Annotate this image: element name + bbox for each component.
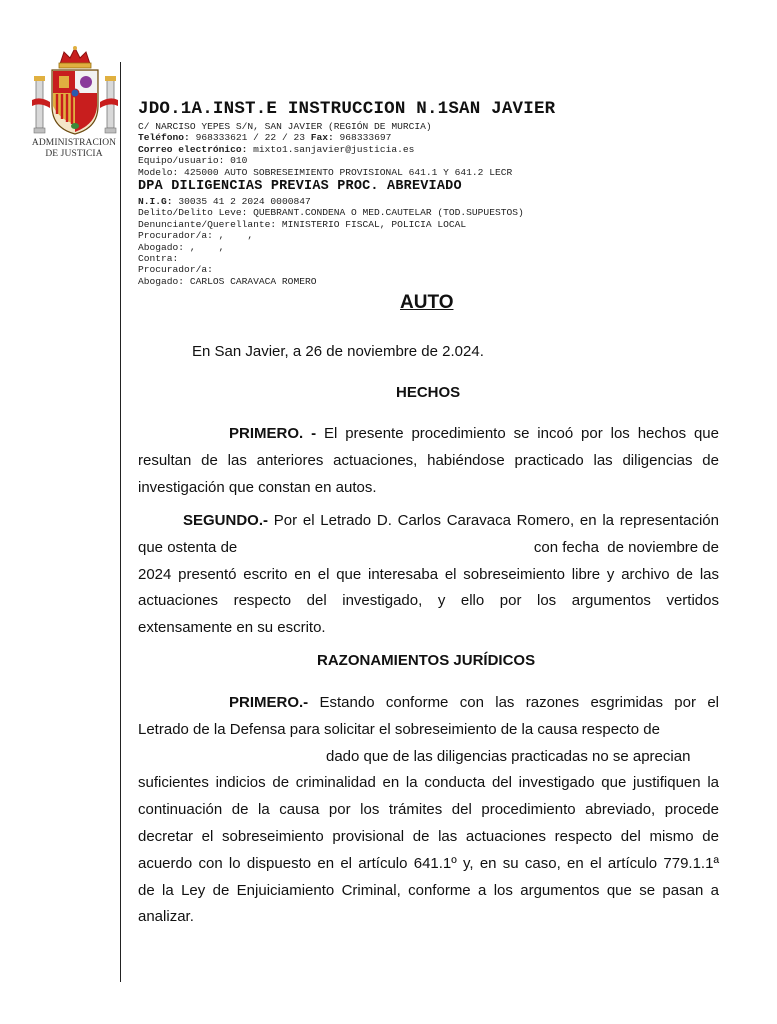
hechos-segundo-line-4: actuaciones respecto del investigado, y ello por los argumentos vertidos [138, 592, 719, 610]
procurador-line: Procurador/a: , , [138, 230, 254, 242]
hechos-segundo-text-1: Por el Letrado D. Carlos Caravaca Romero, en la representación [268, 512, 719, 529]
crest-caption [28, 138, 120, 160]
hechos-segundo-text-2b: con fecha de noviembre de [533, 538, 719, 556]
razonamientos-primero-line-4: suficientes indicios de criminalidad en la conducta del investigado que justifiquen la [138, 774, 719, 792]
court-name: JDO.1A.INST.E INSTRUCCION N.1SAN JAVIER [138, 99, 556, 119]
hechos-heading: HECHOS [396, 384, 461, 401]
margin-rule [120, 62, 121, 982]
razonamientos-primero-line-3: dado que de las diligencias practicadas no se aprecian [326, 747, 691, 765]
razonamientos-primero [138, 690, 719, 931]
contra-line: Contra: [138, 253, 179, 265]
email-label: Correo electrónico: [138, 143, 248, 155]
razonamientos-primero-line-8: de la Ley de Enjuiciamiento Criminal, conforme a los argumentos que se pasan a [138, 881, 719, 899]
hechos-primero-text-1: El presente procedimiento se incoó por los hechos que [316, 425, 719, 442]
nig-number: 30035 41 2 2024 0000847 [178, 196, 311, 208]
model-line: Modelo: 425000 AUTO SOBRESEIMIENTO PROVISIONAL 641.1 Y 641.2 LECR [138, 166, 513, 178]
nig-label: N.I.G: [138, 196, 173, 208]
delito-line: Delito/Delito Leve: QUEBRANT.CONDENA O MED.CAUTELAR (TOD.SUPUESTOS) [138, 207, 524, 219]
email-line [138, 144, 758, 155]
razonamientos-primero-line-9: analizar. [138, 908, 194, 926]
phone-fax-line [138, 132, 758, 143]
hechos-primero-line-3: investigación que constan en autos. [138, 478, 377, 496]
hechos-primero [138, 421, 719, 501]
abogado-contra-line: Abogado: CARLOS CARAVACA ROMERO [138, 275, 317, 287]
crest-caption-line-1: ADMINISTRACION [31, 138, 117, 148]
razonamientos-primero-text-1: Estando conforme con las razones esgrimidas por el [308, 694, 719, 711]
user-line: Equipo/usuario: 010 [138, 155, 248, 167]
razonamientos-heading: RAZONAMIENTOS JURÍDICOS [317, 652, 536, 669]
court-address: C/ NARCISO YEPES S/N, SAN JAVIER (REGIÓN DE MURCIA) [138, 121, 432, 132]
procedure-type: DPA DILIGENCIAS PREVIAS PROC. ABREVIADO [138, 179, 462, 195]
abogado-line: Abogado: , , [138, 241, 225, 253]
hechos-segundo-line-3: 2024 presentó escrito en el que interesaba el sobreseimiento libre y archivo de las [138, 565, 719, 583]
razonamientos-primero-line-7: acuerdo con lo dispuesto en el artículo 641.1º y, en su caso, en el artículo 779.1.1ª [138, 854, 719, 872]
hechos-primero-label: PRIMERO. - [229, 425, 317, 442]
fax-label: Fax: [310, 132, 334, 144]
hechos-segundo-text-2a: que ostenta de [138, 538, 238, 556]
document-date: En San Javier, a 26 de noviembre de 2.024. [192, 343, 484, 360]
fax-number: 968333697 [339, 132, 392, 144]
procurador-contra-line: Procurador/a: [138, 264, 213, 276]
hechos-segundo [138, 508, 719, 642]
document-title: AUTO [400, 292, 454, 313]
phone-label: Teléfono: [138, 132, 190, 144]
razonamientos-primero-line-5: continuación de la causa por los trámites del procedimiento abreviado, procede [138, 801, 719, 819]
hechos-primero-line-1 [138, 421, 719, 448]
phone-number: 968333621 / 22 / 23 [195, 132, 305, 144]
hechos-segundo-line-1 [138, 508, 719, 535]
hechos-segundo-line-2 [138, 535, 719, 562]
razonamientos-primero-label: PRIMERO.- [229, 694, 309, 711]
email-address: mixto1.sanjavier@justicia.es [253, 143, 415, 155]
court-header [138, 98, 758, 287]
razonamientos-primero-line-2: Letrado de la Defensa para solicitar el sobreseimiento de la causa respecto de [138, 720, 660, 738]
denunciante-line: Denunciante/Querellante: MINISTERIO FISCAL, POLICIA LOCAL [138, 218, 467, 230]
crest-caption-line-2: DE JUSTICIA [45, 149, 103, 159]
nig-line [138, 196, 758, 207]
hechos-segundo-label: SEGUNDO.- [183, 512, 269, 529]
razonamientos-primero-line-1 [138, 690, 719, 717]
razonamientos-primero-line-6: decretar el sobreseimiento provisional de las actuaciones respecto del mismo de [138, 827, 719, 845]
hechos-segundo-line-5: extensamente en su escrito. [138, 619, 326, 637]
hechos-primero-line-2: resultan de las anteriores actuaciones, habiéndose practicado las diligencias de [138, 451, 719, 469]
